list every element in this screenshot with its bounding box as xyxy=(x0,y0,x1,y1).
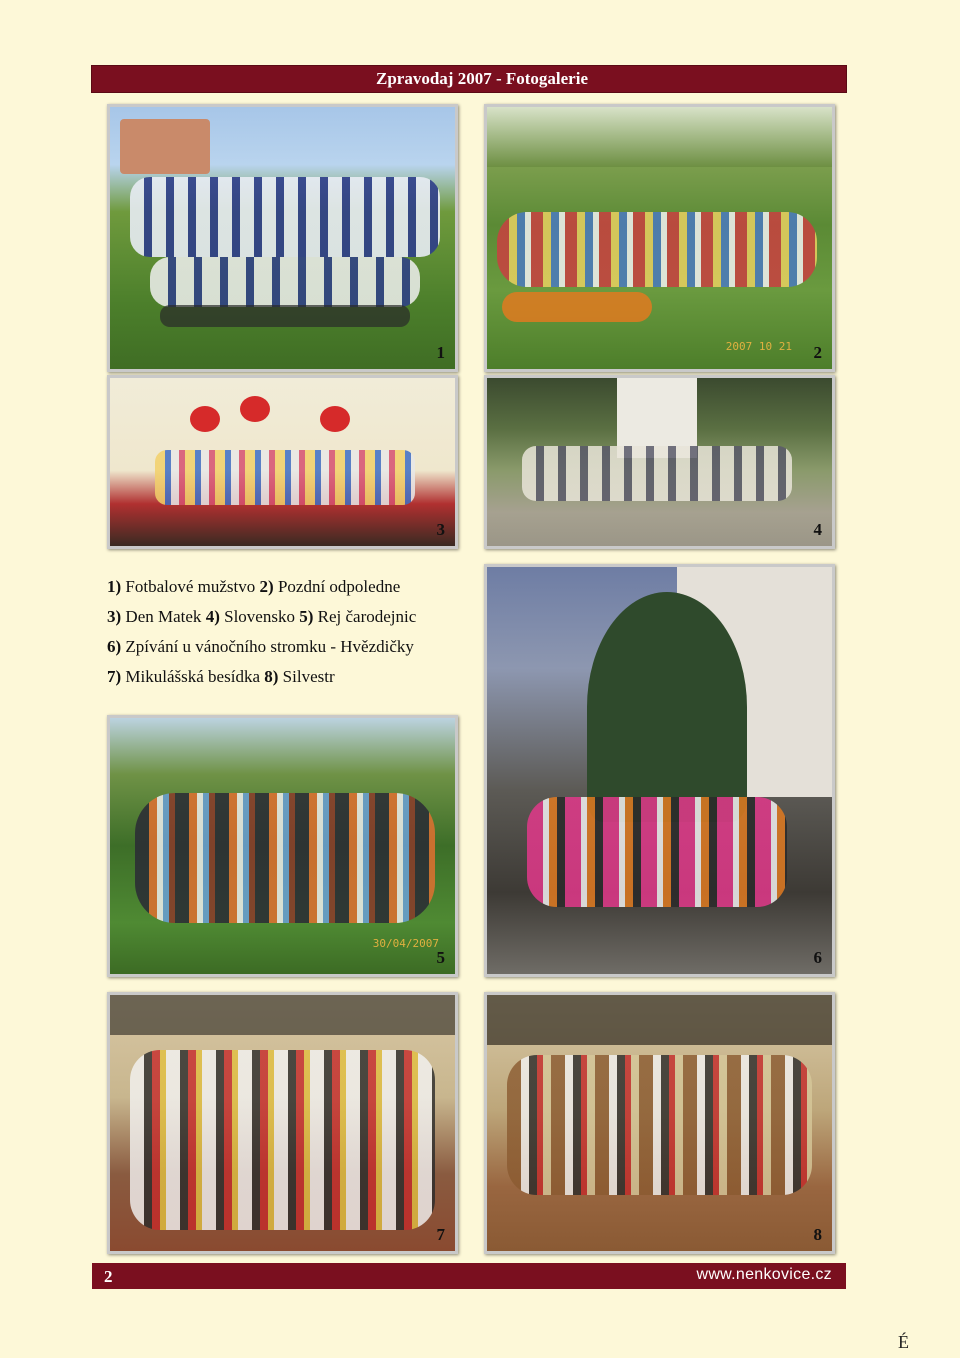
photo-scene xyxy=(487,567,832,974)
caption-label: 5) xyxy=(299,607,314,626)
caption-line xyxy=(107,632,477,662)
photo-scene xyxy=(110,995,455,1251)
caption-line xyxy=(107,572,477,602)
caption-label: 7) xyxy=(107,667,122,686)
date-stamp: 30/04/2007 xyxy=(372,937,439,950)
caption-text: Rej čarodejnic xyxy=(313,607,417,626)
caption-label: 8) xyxy=(264,667,279,686)
caption-text: Den Matek xyxy=(121,607,206,626)
photo-8-new-years-eve xyxy=(484,992,835,1254)
photo-5-witches-parade xyxy=(107,715,458,977)
caption-text: Silvestr xyxy=(278,667,335,686)
footer-bar xyxy=(92,1263,846,1289)
caption-line xyxy=(107,602,477,632)
photo-number: 8 xyxy=(813,1225,822,1244)
photo-2-late-afternoon xyxy=(484,104,835,372)
photo-number: 6 xyxy=(813,948,822,967)
photo-4-slovakia xyxy=(484,375,835,549)
caption-label: 2) xyxy=(259,577,274,596)
caption-label: 4) xyxy=(205,607,220,626)
header-bar xyxy=(92,66,846,92)
page-number: 2 xyxy=(104,1267,113,1286)
photo-number: 2 xyxy=(813,343,822,362)
caption-label: 3) xyxy=(107,607,122,626)
website-url: www.nenkovice.cz xyxy=(696,1266,832,1283)
caption-text: Zpívání u vánočního stromku - Hvězdičky xyxy=(121,637,414,656)
photo-3-mothers-day xyxy=(107,375,458,549)
photo-number: 3 xyxy=(436,520,445,539)
photo-6-christmas-tree-singing xyxy=(484,564,835,977)
photo-scene xyxy=(487,378,832,546)
page-title: Zpravodaj 2007 - Fotogalerie xyxy=(376,69,588,88)
photo-scene xyxy=(110,107,455,369)
caption-text: Slovensko xyxy=(219,607,300,626)
photo-scene xyxy=(110,718,455,974)
photo-number: 4 xyxy=(813,520,822,539)
photo-1-football-team xyxy=(107,104,458,372)
photo-7-st-nicholas-party xyxy=(107,992,458,1254)
caption-line xyxy=(107,662,477,692)
caption-text: Pozdní odpoledne xyxy=(273,577,401,596)
caption-text: Mikulášská besídka xyxy=(121,667,265,686)
photo-scene xyxy=(110,378,455,546)
photo-number: 1 xyxy=(436,343,445,362)
caption-text: Fotbalové mužstvo xyxy=(121,577,260,596)
date-stamp: 2007 10 21 xyxy=(725,340,792,353)
caption-label: 6) xyxy=(107,637,122,656)
photo-scene xyxy=(487,995,832,1251)
photo-number: 5 xyxy=(436,948,445,967)
photo-scene xyxy=(487,107,832,369)
photo-number: 7 xyxy=(436,1225,445,1244)
photo-caption xyxy=(107,572,477,692)
corner-mark: É xyxy=(898,1332,909,1352)
caption-label: 1) xyxy=(107,577,122,596)
